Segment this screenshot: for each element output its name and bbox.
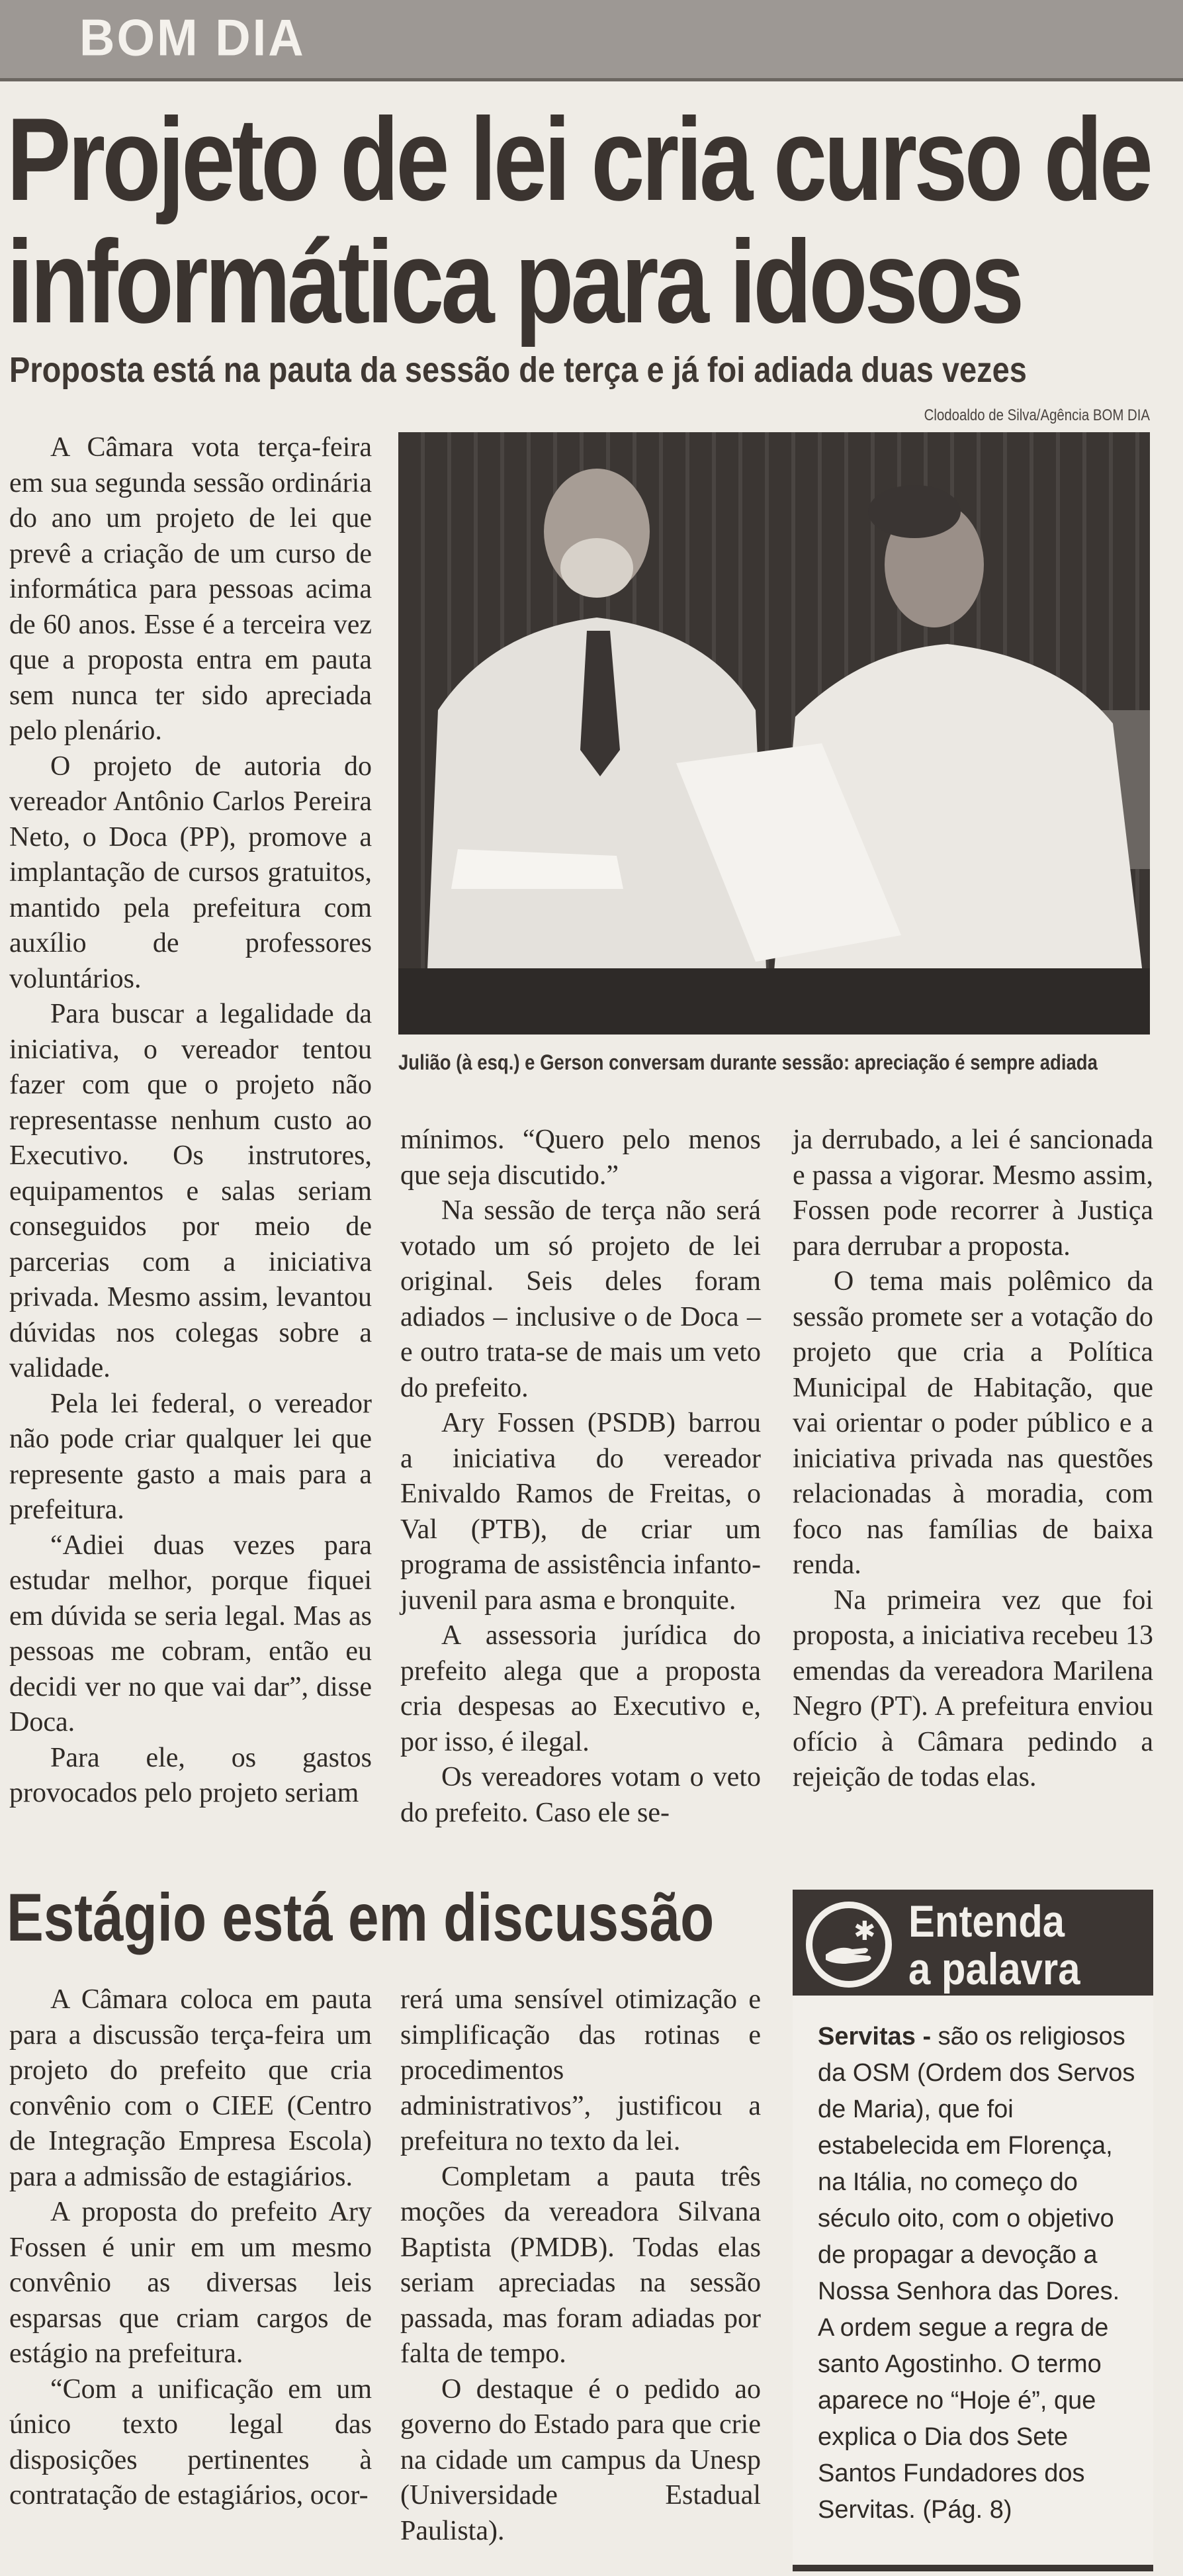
article-column-2 [400,1123,761,1831]
article2-column-2 [400,1982,761,2549]
article-column-1 [9,430,372,1812]
paragraph: Na primeira vez que foi proposta, a iniciativa recebeu 13 emendas da vereadora Marilena Negro (PT). A prefeitura enviou ofício à Câmara pedindo a rejeição de todas elas. [793,1585,1153,1792]
subheadline: Proposta está na pauta da sessão de terça e já foi adiada duas vezes [9,350,1027,390]
paragraph: O destaque é o pedido ao governo do Estado para que crie na cidade um campus da Unesp (Universidade Estadual Paulista). [400,2373,761,2546]
paragraph: A proposta do prefeito Ary Fossen é unir em um mesmo convênio as diversas leis esparsas que criam cargos de estágio na prefeitura. [9,2197,372,2369]
hand-star-icon [806,1902,892,1988]
photo-illustration [398,432,1150,1035]
paragraph: Ary Fossen (PSDB) barrou a iniciativa do vereador Enivaldo Ramos de Freitas, o Val (PTB), de criar um programa de assistência infanto-juvenil para asma e bronquite. [400,1408,761,1616]
sidebar-header [793,1890,1153,1996]
photo-caption: Julião (à esq.) e Gerson conversam durante sessão: apreciação é sempre adiada [398,1050,1098,1074]
news-photo [398,432,1150,1035]
paragraph: Pela lei federal, o vereador não pode criar qualquer lei que represente gasto a mais para a prefeitura. [9,1388,372,1525]
paragraph: A Câmara coloca em pauta para a discussão terça-feira um projeto do prefeito que cria convênio com o CIEE (Centro de Integração Empresa Escola) para a admissão de estagiários. [9,1984,372,2192]
headline-line-2: informática para idosos [7,216,1022,347]
paragraph: mínimos. “Quero pelo menos que seja discutido.” [400,1125,761,1191]
svg-text:✱: ✱ [854,1916,876,1947]
paragraph: Na sessão de terça não será votado um só projeto de lei original. Seis deles foram adiados – inclusive o de Doca – e outro trata-se de mais um veto do prefeito. [400,1195,761,1403]
photo-credit: Clodoaldo de Silva/Agência BOM DIA [924,406,1150,424]
paragraph: “Com a unificação em um único texto legal das disposições pertinentes à contratação de estagiários, ocor- [9,2373,372,2510]
article2-column-1 [9,1982,372,2514]
sidebar-box [793,1890,1153,2571]
sidebar-body [818,2019,1135,2528]
paragraph: Para buscar a legalidade da iniciativa, o vereador tentou fazer com que o projeto não representasse nenhum custo ao Executivo. Os instrutores, equipamentos e salas seriam conseguidos por meio de parcerias com a iniciativa privada. Mesmo assim, levantou dúvidas nos colegas sobre a validade. [9,999,372,1383]
article2-headline: Estágio está em discussão [7,1880,715,1955]
paragraph: Os vereadores votam o veto do prefeito. Caso ele se- [400,1762,761,1828]
headline [7,93,1150,347]
paragraph: A assessoria jurídica do prefeito alega que a proposta cria despesas ao Executivo e, por isso, é ilegal. [400,1620,761,1757]
paragraph: O tema mais polêmico da sessão promete ser a votação do projeto que cria a Política Municipal de Habitação, que vai orientar o poder público e a iniciativa privada nas questões relacionadas à moradia, com foco nas famílias de baixa renda. [793,1266,1153,1580]
section-bar [0,0,1183,81]
headline-line-1: Projeto de lei cria curso de [7,93,1150,225]
sidebar-text: são os religiosos da OSM (Ordem dos Servos de Maria), que foi estabelecida em Florença, na Itália, no começo do século oito, com o objetivo de propagar a devoção a Nossa Senhora das Dores. A ordem segue a regra de santo Agostinho. O termo aparece no “Hoje é”, que explica o Dia dos Sete Santos Fundadores dos Servitas. (Pág. 8) [818,2023,1135,2524]
paragraph: Para ele, os gastos provocados pelo projeto seriam [9,1742,372,1808]
section-label: BOM DIA [79,9,306,67]
paragraph: Completam a pauta três moções da vereadora Silvana Baptista (PMDB). Todas elas seriam apreciadas na sessão passada, mas foram adiadas por falta de tempo. [400,2161,761,2369]
paragraph: “Adiei duas vezes para estudar melhor, porque fiquei em dúvida se seria legal. Mas as pessoas me cobram, então eu decidi ver no que vai dar”, disse Doca. [9,1530,372,1737]
paragraph: ja derrubado, a lei é sancionada e passa a vigorar. Mesmo assim, Fossen pode recorrer à Justiça para derrubar a proposta. [793,1125,1153,1262]
article-column-3 [793,1123,1153,1796]
sidebar-title: Entenda a palavra [908,1896,1080,1994]
paragraph: rerá uma sensível otimização e simplificação das rotinas e procedimentos administrativos”, justificou a prefeitura no texto da lei. [400,1984,761,2156]
sidebar-term: Servitas - [818,2023,932,2050]
paragraph: A Câmara vota terça-feira em sua segunda sessão ordinária do ano um projeto de lei que prevê a criação de um curso de informática para pessoas acima de 60 anos. Esse é a terceira vez que a proposta entra em pauta sem nunca ter sido apreciada pelo plenário. [9,432,372,746]
paragraph: O projeto de autoria do vereador Antônio Carlos Pereira Neto, o Doca (PP), promove a implantação de cursos gratuitos, mantido pela prefeitura com auxílio de professores voluntários. [9,751,372,994]
